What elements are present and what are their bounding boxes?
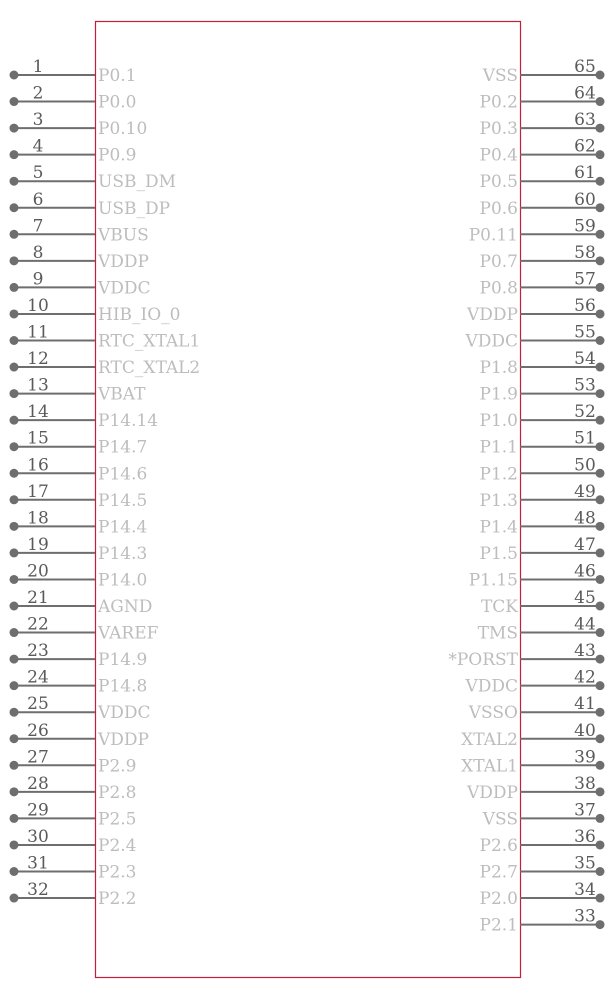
pin-23 <box>10 641 148 670</box>
pin-terminal-dot <box>596 681 605 690</box>
pin-19 <box>10 535 148 564</box>
pin-terminal-dot <box>10 708 19 717</box>
pin-16 <box>10 455 148 484</box>
pin-48 <box>480 508 605 537</box>
pin-name: P1.3 <box>479 490 518 511</box>
pin-number: 42 <box>574 667 596 688</box>
left-pin-group <box>10 57 201 909</box>
pin-terminal-dot <box>596 124 605 133</box>
pin-name: P0.10 <box>98 119 148 140</box>
pin-name: RTC_XTAL1 <box>98 331 201 352</box>
pin-42 <box>464 668 604 697</box>
pin-name: P1.2 <box>479 464 518 485</box>
pin-number: 57 <box>574 269 596 290</box>
pin-number: 63 <box>574 110 596 131</box>
pin-terminal-dot <box>10 469 19 478</box>
pin-terminal-dot <box>10 256 19 265</box>
pin-59 <box>469 216 605 245</box>
pin-name: VDDC <box>465 331 518 352</box>
pin-8 <box>10 243 149 272</box>
pin-terminal-dot <box>596 787 605 796</box>
pin-terminal-dot <box>10 787 19 796</box>
pin-name: P0.0 <box>98 92 137 113</box>
pin-name: VDDC <box>98 703 151 724</box>
pin-name: VBAT <box>98 384 146 405</box>
pin-number: 26 <box>27 720 49 741</box>
pin-45 <box>481 588 605 617</box>
pin-terminal-dot <box>10 628 19 637</box>
pin-terminal-dot <box>10 548 19 557</box>
pin-terminal-dot <box>10 442 19 451</box>
pin-terminal-dot <box>596 230 605 239</box>
pin-name: VSS <box>482 809 518 830</box>
pin-30 <box>10 827 137 856</box>
pin-number: 33 <box>574 906 596 927</box>
pin-number: 28 <box>27 773 49 794</box>
pin-terminal-dot <box>596 734 605 743</box>
pin-name: P14.5 <box>98 490 148 511</box>
pin-number: 18 <box>27 508 49 529</box>
pin-name: P2.0 <box>479 889 518 910</box>
pin-name: TMS <box>477 623 518 644</box>
pin-18 <box>10 508 148 537</box>
pin-number: 22 <box>27 614 49 635</box>
pin-terminal-dot <box>10 389 19 398</box>
pin-terminal-dot <box>596 761 605 770</box>
pin-number: 37 <box>574 800 596 821</box>
pin-number: 16 <box>27 455 49 476</box>
pin-36 <box>480 827 605 856</box>
pin-number: 32 <box>27 880 49 901</box>
pin-33 <box>480 907 605 936</box>
pin-6 <box>10 190 171 219</box>
pin-number: 51 <box>574 428 596 449</box>
pin-number: 40 <box>574 720 596 741</box>
pin-terminal-dot <box>10 203 19 212</box>
pin-name: P2.8 <box>98 782 137 803</box>
pin-name: P14.6 <box>98 464 148 485</box>
pin-39 <box>461 747 604 776</box>
pin-terminal-dot <box>10 309 19 318</box>
pin-terminal-dot <box>10 840 19 849</box>
pin-name: VDDP <box>467 782 518 803</box>
pin-number: 14 <box>27 402 49 423</box>
pin-terminal-dot <box>596 203 605 212</box>
pin-46 <box>469 561 605 590</box>
pin-15 <box>10 429 148 458</box>
pin-name: XTAL2 <box>461 729 518 750</box>
pin-name: P2.5 <box>98 809 137 830</box>
pin-terminal-dot <box>596 363 605 372</box>
pin-number: 45 <box>574 588 596 608</box>
pin-3 <box>10 110 148 139</box>
pin-terminal-dot <box>596 256 605 265</box>
pin-terminal-dot <box>596 309 605 318</box>
pin-name: P14.14 <box>98 411 159 432</box>
pin-number: 44 <box>574 614 596 635</box>
pin-28 <box>10 774 137 803</box>
pin-terminal-dot <box>10 814 19 823</box>
pin-name: P1.9 <box>479 384 518 405</box>
pin-number: 20 <box>27 561 49 582</box>
pin-number: 10 <box>27 295 49 316</box>
pin-name: P2.1 <box>479 915 518 936</box>
pin-name: P0.1 <box>98 66 137 86</box>
pin-65 <box>482 57 605 86</box>
pin-27 <box>10 747 137 776</box>
pin-number: 50 <box>574 455 596 476</box>
pin-29 <box>10 800 137 829</box>
pin-terminal-dot <box>596 894 605 903</box>
pin-name: P2.9 <box>98 756 137 777</box>
pin-terminal-dot <box>10 761 19 770</box>
pin-name: P1.4 <box>479 517 518 538</box>
pin-name: P0.2 <box>479 92 518 113</box>
pin-terminal-dot <box>596 336 605 345</box>
pin-terminal-dot <box>596 442 605 451</box>
pin-terminal-dot <box>596 655 605 664</box>
pin-21 <box>10 588 153 617</box>
pin-name: P0.8 <box>479 278 518 299</box>
pin-number: 60 <box>574 189 596 210</box>
pin-terminal-dot <box>596 97 605 106</box>
pin-number: 54 <box>574 349 596 370</box>
pin-2 <box>10 84 137 113</box>
pin-number: 7 <box>32 216 44 237</box>
pin-terminal-dot <box>10 522 19 531</box>
pin-12 <box>10 349 201 378</box>
pin-number: 62 <box>574 136 596 157</box>
pin-terminal-dot <box>10 336 19 345</box>
pin-24 <box>10 668 148 697</box>
pin-terminal-dot <box>10 177 19 186</box>
pin-number: 24 <box>27 667 49 688</box>
pin-4 <box>10 137 137 166</box>
pin-51 <box>480 429 605 458</box>
pin-number: 27 <box>27 747 49 768</box>
pin-37 <box>482 800 605 829</box>
pin-5 <box>10 163 177 192</box>
pin-terminal-dot <box>596 548 605 557</box>
pin-number: 58 <box>574 242 596 263</box>
pin-name: VDDP <box>98 251 149 272</box>
pin-number: 64 <box>574 83 596 104</box>
pin-number: 2 <box>32 83 44 104</box>
pin-terminal-dot <box>10 734 19 743</box>
pin-number: 29 <box>27 800 49 821</box>
pin-terminal-dot <box>596 283 605 292</box>
pin-terminal-dot <box>10 655 19 664</box>
pin-56 <box>466 296 604 325</box>
right-pin-group <box>448 57 604 936</box>
pin-number: 25 <box>27 694 49 715</box>
pin-name: VDDP <box>467 304 518 325</box>
pin-name: P1.0 <box>479 411 518 432</box>
pin-25 <box>10 694 151 723</box>
pin-number: 4 <box>32 136 44 157</box>
pin-43 <box>448 641 604 670</box>
pin-31 <box>10 854 137 883</box>
pin-name: VDDC <box>465 676 518 697</box>
pin-name: VDDP <box>98 729 149 750</box>
pin-name: P1.5 <box>479 543 518 564</box>
pin-number: 17 <box>27 481 49 502</box>
pin-name: *PORST <box>448 650 518 671</box>
pin-49 <box>480 482 605 511</box>
pin-number: 55 <box>574 322 596 343</box>
pin-name: P0.9 <box>98 145 137 166</box>
pin-number: 65 <box>574 57 596 77</box>
pin-58 <box>480 243 605 272</box>
pin-terminal-dot <box>10 230 19 239</box>
pin-number: 53 <box>574 375 596 396</box>
pin-name: P14.8 <box>98 676 148 697</box>
pin-terminal-dot <box>596 150 605 159</box>
pin-terminal-dot <box>10 602 19 611</box>
pin-terminal-dot <box>10 124 19 133</box>
pin-name: P14.0 <box>98 570 148 591</box>
pin-terminal-dot <box>596 389 605 398</box>
pin-number: 15 <box>27 428 49 449</box>
pin-number: 6 <box>32 189 44 210</box>
pin-name: VAREF <box>98 623 159 644</box>
pin-terminal-dot <box>596 71 605 80</box>
pin-number: 59 <box>574 216 596 237</box>
pin-number: 9 <box>32 269 44 290</box>
pin-20 <box>10 561 148 590</box>
pin-47 <box>480 535 605 564</box>
pin-terminal-dot <box>596 867 605 876</box>
pin-name: P0.4 <box>479 145 518 166</box>
pin-name: P14.3 <box>98 543 148 564</box>
pin-number: 47 <box>574 534 596 555</box>
pin-name: P14.9 <box>98 650 148 671</box>
pin-64 <box>480 84 605 113</box>
pin-number: 38 <box>574 773 596 794</box>
pin-name: P1.8 <box>479 358 518 379</box>
pin-terminal-dot <box>596 708 605 717</box>
pin-11 <box>10 323 201 352</box>
pin-14 <box>10 402 159 431</box>
pin-22 <box>10 615 159 644</box>
pin-32 <box>10 880 137 909</box>
pin-name: P0.11 <box>468 225 518 246</box>
pin-13 <box>10 376 147 405</box>
pin-terminal-dot <box>10 71 19 80</box>
pin-1 <box>10 57 137 86</box>
pin-54 <box>480 349 605 378</box>
pin-terminal-dot <box>10 363 19 372</box>
pin-number: 35 <box>574 853 596 874</box>
pin-terminal-dot <box>10 681 19 690</box>
pin-name: P14.7 <box>98 437 148 458</box>
pin-number: 30 <box>27 826 49 847</box>
pin-61 <box>480 163 605 192</box>
pin-number: 21 <box>27 588 49 608</box>
pin-name: P1.15 <box>468 570 518 591</box>
pin-name: P2.3 <box>98 862 137 883</box>
pin-60 <box>480 190 605 219</box>
pin-63 <box>480 110 605 139</box>
pin-number: 36 <box>574 826 596 847</box>
pin-name: RTC_XTAL2 <box>98 358 201 379</box>
pin-terminal-dot <box>596 495 605 504</box>
pin-number: 48 <box>574 508 596 529</box>
pin-number: 12 <box>27 349 49 370</box>
pin-62 <box>480 137 605 166</box>
pin-57 <box>480 269 605 298</box>
pin-17 <box>10 482 148 511</box>
pin-name: AGND <box>98 597 153 617</box>
pin-name: VSSO <box>468 703 518 724</box>
pin-52 <box>480 402 605 431</box>
pin-terminal-dot <box>10 150 19 159</box>
pin-number: 41 <box>574 694 596 715</box>
pin-terminal-dot <box>10 894 19 903</box>
pin-name: P0.5 <box>479 172 518 193</box>
pin-number: 34 <box>574 880 596 901</box>
pin-terminal-dot <box>10 97 19 106</box>
pin-terminal-dot <box>596 920 605 929</box>
pin-number: 61 <box>574 163 596 184</box>
pin-name: P1.1 <box>479 437 518 458</box>
pin-number: 13 <box>27 375 49 396</box>
pin-name: VBUS <box>98 225 149 246</box>
pin-name: P2.7 <box>479 862 518 883</box>
pin-name: USB_DP <box>98 198 171 219</box>
pin-terminal-dot <box>596 416 605 425</box>
pin-name: P0.6 <box>479 198 518 219</box>
pin-35 <box>480 854 605 883</box>
pin-name: P14.4 <box>98 517 148 538</box>
pin-terminal-dot <box>596 602 605 611</box>
pin-26 <box>10 721 149 750</box>
pin-44 <box>478 615 605 644</box>
pin-name: P2.2 <box>98 889 137 910</box>
pin-number: 56 <box>574 295 596 316</box>
pin-50 <box>480 455 605 484</box>
pin-name: P2.6 <box>479 835 518 856</box>
pin-number: 19 <box>27 534 49 555</box>
pin-terminal-dot <box>596 575 605 584</box>
pin-name: VSS <box>482 66 518 86</box>
pin-53 <box>480 376 605 405</box>
pin-terminal-dot <box>10 416 19 425</box>
pin-number: 52 <box>574 402 596 423</box>
pin-terminal-dot <box>596 177 605 186</box>
pin-name: P0.7 <box>479 251 518 272</box>
pin-number: 8 <box>32 242 44 263</box>
pin-number: 11 <box>27 322 49 343</box>
pin-name: HIB_IO_0 <box>98 304 181 325</box>
pin-name: P0.3 <box>479 119 518 140</box>
pin-name: XTAL1 <box>461 756 518 777</box>
pin-terminal-dot <box>10 575 19 584</box>
pin-number: 43 <box>574 641 596 662</box>
pin-name: TCK <box>480 597 518 617</box>
pin-number: 5 <box>32 163 44 184</box>
pin-terminal-dot <box>10 495 19 504</box>
pin-34 <box>480 880 605 909</box>
pin-7 <box>10 216 149 245</box>
pin-terminal-dot <box>596 840 605 849</box>
pin-terminal-dot <box>596 628 605 637</box>
pin-38 <box>466 774 604 803</box>
pin-40 <box>461 721 604 750</box>
pin-number: 46 <box>574 561 596 582</box>
pin-terminal-dot <box>596 814 605 823</box>
pin-55 <box>464 323 604 352</box>
pin-number: 31 <box>27 853 49 874</box>
pin-number: 39 <box>574 747 596 768</box>
pin-9 <box>10 269 151 298</box>
pin-number: 1 <box>32 57 44 77</box>
pin-terminal-dot <box>10 283 19 292</box>
ic-body-outline <box>96 22 521 978</box>
pin-number: 23 <box>27 641 49 662</box>
pin-number: 49 <box>574 481 596 502</box>
pin-name: VDDC <box>98 278 151 299</box>
pin-terminal-dot <box>10 867 19 876</box>
pin-name: USB_DM <box>98 172 177 193</box>
pin-41 <box>468 694 605 723</box>
pin-terminal-dot <box>596 469 605 478</box>
pin-number: 3 <box>32 110 44 131</box>
pin-terminal-dot <box>596 522 605 531</box>
pin-name: P2.4 <box>98 835 137 856</box>
